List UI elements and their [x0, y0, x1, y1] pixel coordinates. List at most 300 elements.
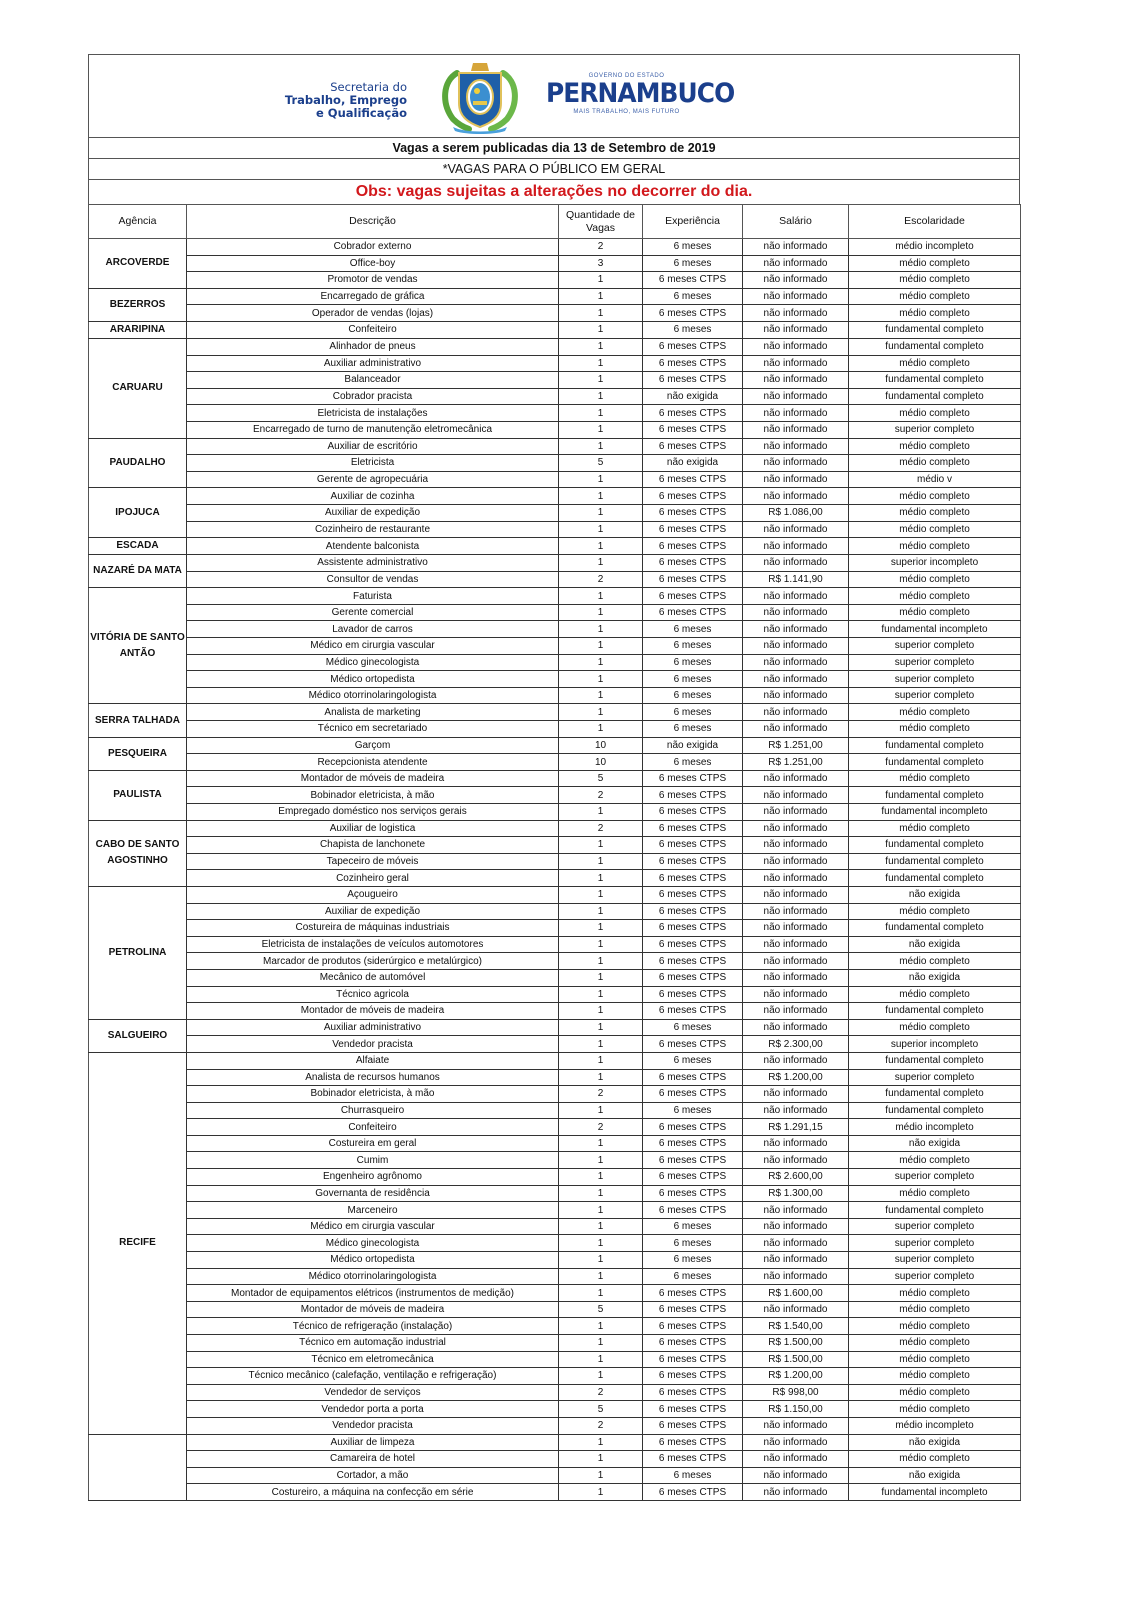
salary-cell: não informado [743, 687, 849, 704]
description-cell: Montador de móveis de madeira [187, 1301, 559, 1318]
education-cell: médio incompleto [849, 1417, 1021, 1434]
education-cell: médio v [849, 471, 1021, 488]
description-cell: Auxiliar administrativo [187, 1019, 559, 1036]
salary-cell: R$ 1.500,00 [743, 1351, 849, 1368]
jobs-table-body [89, 239, 1021, 1501]
salary-cell: R$ 1.291,15 [743, 1119, 849, 1136]
education-cell: não exigida [849, 886, 1021, 903]
education-cell: médio completo [849, 770, 1021, 787]
salary-cell: R$ 1.300,00 [743, 1185, 849, 1202]
education-cell: médio completo [849, 438, 1021, 455]
description-cell: Técnico mecânico (calefação, ventilação e refrigeração) [187, 1368, 559, 1385]
quantity-cell: 1 [559, 471, 643, 488]
experience-cell: 6 meses [643, 654, 743, 671]
quantity-cell: 1 [559, 920, 643, 937]
description-cell: Recepcionista atendente [187, 754, 559, 771]
secretaria-logo-text [285, 81, 407, 120]
table-row [89, 1052, 1021, 1069]
experience-cell: 6 meses CTPS [643, 953, 743, 970]
table-row [89, 239, 1021, 256]
education-cell: médio completo [849, 405, 1021, 422]
quantity-cell: 1 [559, 1484, 643, 1501]
experience-cell: 6 meses CTPS [643, 1351, 743, 1368]
column-header-escolaridade: Escolaridade [849, 205, 1021, 239]
description-cell: Empregado doméstico nos serviços gerais [187, 804, 559, 821]
experience-cell: 6 meses CTPS [643, 272, 743, 289]
salary-cell: não informado [743, 870, 849, 887]
agency-cell: ARCOVERDE [89, 239, 187, 289]
page-title: Vagas a serem publicadas dia 13 de Setembro de 2019 [88, 137, 1020, 158]
salary-cell: não informado [743, 1202, 849, 1219]
description-cell: Vendedor pracista [187, 1036, 559, 1053]
education-cell: médio completo [849, 538, 1021, 555]
education-cell: fundamental completo [849, 372, 1021, 389]
description-cell: Médico ginecologista [187, 654, 559, 671]
description-cell: Churrasqueiro [187, 1102, 559, 1119]
experience-cell: 6 meses CTPS [643, 787, 743, 804]
description-cell: Técnico agricola [187, 986, 559, 1003]
quantity-cell: 2 [559, 1119, 643, 1136]
table-row [89, 621, 1021, 638]
table-row [89, 770, 1021, 787]
description-cell: Técnico de refrigeração (instalação) [187, 1318, 559, 1335]
experience-cell: 6 meses [643, 255, 743, 272]
quantity-cell: 1 [559, 969, 643, 986]
education-cell: superior completo [849, 671, 1021, 688]
table-row [89, 421, 1021, 438]
quantity-cell: 1 [559, 687, 643, 704]
education-cell: médio completo [849, 903, 1021, 920]
education-cell: médio completo [849, 1301, 1021, 1318]
experience-cell: 6 meses CTPS [643, 355, 743, 372]
table-row [89, 721, 1021, 738]
salary-cell: R$ 1.086,00 [743, 504, 849, 521]
description-cell: Analista de marketing [187, 704, 559, 721]
quantity-cell: 1 [559, 1069, 643, 1086]
table-row [89, 1384, 1021, 1401]
experience-cell: não exigida [643, 455, 743, 472]
quantity-cell: 1 [559, 903, 643, 920]
table-row [89, 488, 1021, 505]
salary-cell: não informado [743, 953, 849, 970]
pernambuco-logo [539, 73, 735, 115]
salary-cell: não informado [743, 1003, 849, 1020]
education-cell: médio incompleto [849, 239, 1021, 256]
salary-cell: não informado [743, 671, 849, 688]
education-cell: médio completo [849, 1335, 1021, 1352]
education-cell: médio incompleto [849, 1119, 1021, 1136]
description-cell: Técnico em automação industrial [187, 1335, 559, 1352]
education-cell: médio completo [849, 272, 1021, 289]
quantity-cell: 1 [559, 1152, 643, 1169]
salary-cell: não informado [743, 704, 849, 721]
description-cell: Chapista de lanchonete [187, 837, 559, 854]
table-row [89, 820, 1021, 837]
education-cell: superior completo [849, 421, 1021, 438]
quantity-cell: 1 [559, 288, 643, 305]
agency-cell: SALGUEIRO [89, 1019, 187, 1052]
description-cell: Balanceador [187, 372, 559, 389]
table-row [89, 1335, 1021, 1352]
quantity-cell: 1 [559, 488, 643, 505]
header-banner [88, 54, 1020, 137]
table-row [89, 804, 1021, 821]
experience-cell: 6 meses [643, 1052, 743, 1069]
quantity-cell: 1 [559, 1268, 643, 1285]
gov-label: GOVERNO DO ESTADO [588, 73, 665, 79]
salary-cell: não informado [743, 1086, 849, 1103]
experience-cell: 6 meses [643, 621, 743, 638]
description-cell: Cozinheiro de restaurante [187, 521, 559, 538]
description-cell: Office-boy [187, 255, 559, 272]
experience-cell: 6 meses CTPS [643, 588, 743, 605]
salary-cell: R$ 1.141,90 [743, 571, 849, 588]
description-cell: Costureiro, a máquina na confecção em série [187, 1484, 559, 1501]
salary-cell: não informado [743, 621, 849, 638]
table-row [89, 986, 1021, 1003]
quantity-cell: 3 [559, 255, 643, 272]
education-cell: médio completo [849, 255, 1021, 272]
experience-cell: 6 meses CTPS [643, 438, 743, 455]
salary-cell: não informado [743, 1252, 849, 1269]
quantity-cell: 2 [559, 571, 643, 588]
education-cell: superior completo [849, 1252, 1021, 1269]
quantity-cell: 1 [559, 953, 643, 970]
salary-cell: não informado [743, 1467, 849, 1484]
description-cell: Lavador de carros [187, 621, 559, 638]
description-cell: Auxiliar de expedição [187, 903, 559, 920]
experience-cell: 6 meses CTPS [643, 405, 743, 422]
education-cell: médio completo [849, 1368, 1021, 1385]
agency-cell: RECIFE [89, 1052, 187, 1434]
education-cell: superior completo [849, 1218, 1021, 1235]
description-cell: Assistente administrativo [187, 555, 559, 572]
education-cell: fundamental completo [849, 853, 1021, 870]
experience-cell: 6 meses [643, 288, 743, 305]
education-cell: médio completo [849, 1401, 1021, 1418]
quantity-cell: 1 [559, 388, 643, 405]
table-row [89, 1401, 1021, 1418]
education-cell: médio completo [849, 721, 1021, 738]
coat-of-arms-icon [435, 59, 525, 135]
column-header-descricao: Descrição [187, 205, 559, 239]
salary-cell: não informado [743, 969, 849, 986]
experience-cell: 6 meses CTPS [643, 471, 743, 488]
education-cell: médio completo [849, 288, 1021, 305]
education-cell: médio completo [849, 986, 1021, 1003]
table-row [89, 1119, 1021, 1136]
experience-cell: não exigida [643, 388, 743, 405]
table-row [89, 787, 1021, 804]
education-cell: médio completo [849, 1019, 1021, 1036]
experience-cell: 6 meses [643, 671, 743, 688]
salary-cell: não informado [743, 920, 849, 937]
quantity-cell: 1 [559, 1019, 643, 1036]
salary-cell: não informado [743, 588, 849, 605]
quantity-cell: 2 [559, 1086, 643, 1103]
education-cell: fundamental completo [849, 1086, 1021, 1103]
secretaria-line-1: Secretaria do [330, 80, 407, 94]
quantity-cell: 1 [559, 1451, 643, 1468]
quantity-cell: 1 [559, 1351, 643, 1368]
alert-note: Obs: vagas sujeitas a alterações no decorrer do dia. [88, 179, 1020, 204]
table-row [89, 521, 1021, 538]
experience-cell: 6 meses CTPS [643, 1335, 743, 1352]
salary-cell: não informado [743, 1135, 849, 1152]
salary-cell: não informado [743, 770, 849, 787]
experience-cell: 6 meses CTPS [643, 571, 743, 588]
education-cell: médio completo [849, 953, 1021, 970]
education-cell: superior incompleto [849, 555, 1021, 572]
table-row [89, 1069, 1021, 1086]
table-row [89, 1235, 1021, 1252]
education-cell: não exigida [849, 1434, 1021, 1451]
quantity-cell: 1 [559, 405, 643, 422]
table-row [89, 555, 1021, 572]
salary-cell: não informado [743, 604, 849, 621]
table-row [89, 1252, 1021, 1269]
quantity-cell: 1 [559, 671, 643, 688]
description-cell: Eletricista de instalações de veículos automotores [187, 936, 559, 953]
description-cell: Médico ortopedista [187, 1252, 559, 1269]
education-cell: fundamental completo [849, 1052, 1021, 1069]
description-cell: Atendente balconista [187, 538, 559, 555]
quantity-cell: 1 [559, 1052, 643, 1069]
salary-cell: R$ 998,00 [743, 1384, 849, 1401]
education-cell: fundamental completo [849, 870, 1021, 887]
tagline: MAIS TRABALHO, MAIS FUTURO [573, 109, 680, 115]
education-cell: superior completo [849, 1268, 1021, 1285]
quantity-cell: 1 [559, 555, 643, 572]
quantity-cell: 1 [559, 1467, 643, 1484]
table-row [89, 321, 1021, 338]
quantity-cell: 1 [559, 721, 643, 738]
quantity-cell: 1 [559, 638, 643, 655]
description-cell: Confeiteiro [187, 321, 559, 338]
quantity-cell: 1 [559, 538, 643, 555]
salary-cell: não informado [743, 355, 849, 372]
salary-cell: não informado [743, 1417, 849, 1434]
salary-cell: não informado [743, 1218, 849, 1235]
table-row [89, 737, 1021, 754]
salary-cell: não informado [743, 305, 849, 322]
salary-cell: não informado [743, 853, 849, 870]
education-cell: médio completo [849, 571, 1021, 588]
experience-cell: 6 meses [643, 1252, 743, 1269]
salary-cell: não informado [743, 787, 849, 804]
education-cell: fundamental incompleto [849, 621, 1021, 638]
description-cell: Tapeceiro de móveis [187, 853, 559, 870]
salary-cell: não informado [743, 1152, 849, 1169]
education-cell: fundamental completo [849, 388, 1021, 405]
experience-cell: 6 meses CTPS [643, 604, 743, 621]
table-row [89, 471, 1021, 488]
agency-cell: ESCADA [89, 538, 187, 555]
salary-cell: não informado [743, 321, 849, 338]
description-cell: Cumim [187, 1152, 559, 1169]
experience-cell: 6 meses CTPS [643, 421, 743, 438]
quantity-cell: 1 [559, 936, 643, 953]
table-row [89, 455, 1021, 472]
table-row [89, 1318, 1021, 1335]
description-cell: Médico otorrinolaringologista [187, 1268, 559, 1285]
table-row [89, 1169, 1021, 1186]
quantity-cell: 1 [559, 1169, 643, 1186]
table-row [89, 272, 1021, 289]
experience-cell: 6 meses CTPS [643, 1086, 743, 1103]
agency-cell [89, 1434, 187, 1500]
description-cell: Montador de móveis de madeira [187, 770, 559, 787]
salary-cell: não informado [743, 820, 849, 837]
education-cell: fundamental completo [849, 1003, 1021, 1020]
experience-cell: 6 meses [643, 1218, 743, 1235]
experience-cell: 6 meses CTPS [643, 1451, 743, 1468]
description-cell: Camareira de hotel [187, 1451, 559, 1468]
quantity-cell: 1 [559, 1368, 643, 1385]
description-cell: Médico ortopedista [187, 671, 559, 688]
salary-cell: não informado [743, 886, 849, 903]
education-cell: não exigida [849, 936, 1021, 953]
education-cell: médio completo [849, 521, 1021, 538]
quantity-cell: 1 [559, 986, 643, 1003]
table-row [89, 1467, 1021, 1484]
experience-cell: 6 meses CTPS [643, 1434, 743, 1451]
salary-cell: não informado [743, 1052, 849, 1069]
experience-cell: 6 meses CTPS [643, 1036, 743, 1053]
table-row [89, 538, 1021, 555]
salary-cell: R$ 1.200,00 [743, 1069, 849, 1086]
experience-cell: 6 meses CTPS [643, 1484, 743, 1501]
education-cell: médio completo [849, 1384, 1021, 1401]
table-row [89, 654, 1021, 671]
salary-cell: não informado [743, 239, 849, 256]
quantity-cell: 1 [559, 355, 643, 372]
agency-cell: BEZERROS [89, 288, 187, 321]
education-cell: superior completo [849, 1069, 1021, 1086]
salary-cell: não informado [743, 1451, 849, 1468]
table-row [89, 969, 1021, 986]
description-cell: Encarregado de gráfica [187, 288, 559, 305]
table-row [89, 1484, 1021, 1501]
salary-cell: R$ 1.540,00 [743, 1318, 849, 1335]
description-cell: Vendedor porta a porta [187, 1401, 559, 1418]
description-cell: Cortador, a mão [187, 1467, 559, 1484]
table-row [89, 372, 1021, 389]
description-cell: Auxiliar de cozinha [187, 488, 559, 505]
education-cell: fundamental completo [849, 920, 1021, 937]
quantity-cell: 1 [559, 305, 643, 322]
description-cell: Cobrador externo [187, 239, 559, 256]
quantity-cell: 1 [559, 504, 643, 521]
education-cell: médio completo [849, 1185, 1021, 1202]
description-cell: Auxiliar de expedição [187, 504, 559, 521]
experience-cell: 6 meses CTPS [643, 305, 743, 322]
table-row [89, 1268, 1021, 1285]
salary-cell: não informado [743, 288, 849, 305]
education-cell: fundamental completo [849, 837, 1021, 854]
table-row [89, 1152, 1021, 1169]
salary-cell: R$ 2.300,00 [743, 1036, 849, 1053]
description-cell: Gerente comercial [187, 604, 559, 621]
salary-cell: não informado [743, 837, 849, 854]
experience-cell: 6 meses CTPS [643, 1368, 743, 1385]
description-cell: Médico em cirurgia vascular [187, 1218, 559, 1235]
education-cell: médio completo [849, 355, 1021, 372]
experience-cell: 6 meses [643, 754, 743, 771]
experience-cell: 6 meses CTPS [643, 936, 743, 953]
table-row [89, 687, 1021, 704]
table-row [89, 1003, 1021, 1020]
education-cell: fundamental completo [849, 787, 1021, 804]
experience-cell: 6 meses CTPS [643, 986, 743, 1003]
table-row [89, 1135, 1021, 1152]
table-row [89, 1351, 1021, 1368]
description-cell: Mecânico de automóvel [187, 969, 559, 986]
salary-cell: R$ 1.500,00 [743, 1335, 849, 1352]
description-cell: Promotor de vendas [187, 272, 559, 289]
agency-cell: PAUDALHO [89, 438, 187, 488]
quantity-cell: 1 [559, 588, 643, 605]
experience-cell: 6 meses [643, 1019, 743, 1036]
quantity-cell: 10 [559, 754, 643, 771]
agency-cell: PESQUEIRA [89, 737, 187, 770]
table-row [89, 953, 1021, 970]
quantity-cell: 1 [559, 1135, 643, 1152]
table-row [89, 704, 1021, 721]
experience-cell: 6 meses CTPS [643, 372, 743, 389]
description-cell: Cobrador pracista [187, 388, 559, 405]
description-cell: Analista de recursos humanos [187, 1069, 559, 1086]
salary-cell: não informado [743, 372, 849, 389]
description-cell: Marceneiro [187, 1202, 559, 1219]
quantity-cell: 1 [559, 1235, 643, 1252]
column-header-salario: Salário [743, 205, 849, 239]
salary-cell: não informado [743, 1301, 849, 1318]
experience-cell: 6 meses CTPS [643, 1384, 743, 1401]
salary-cell: R$ 1.251,00 [743, 754, 849, 771]
salary-cell: não informado [743, 721, 849, 738]
table-row [89, 1218, 1021, 1235]
education-cell: não exigida [849, 1467, 1021, 1484]
jobs-table [88, 204, 1021, 1501]
agency-cell: ARARIPINA [89, 321, 187, 338]
education-cell: não exigida [849, 969, 1021, 986]
education-cell: médio completo [849, 588, 1021, 605]
table-row [89, 1434, 1021, 1451]
education-cell: superior completo [849, 654, 1021, 671]
salary-cell: não informado [743, 1268, 849, 1285]
table-row [89, 504, 1021, 521]
experience-cell: 6 meses CTPS [643, 555, 743, 572]
state-name: PERNAMBUCO [546, 78, 735, 109]
quantity-cell: 1 [559, 804, 643, 821]
education-cell: médio completo [849, 1152, 1021, 1169]
table-row [89, 903, 1021, 920]
quantity-cell: 1 [559, 321, 643, 338]
table-row [89, 754, 1021, 771]
salary-cell: não informado [743, 538, 849, 555]
quantity-cell: 1 [559, 1434, 643, 1451]
experience-cell: 6 meses CTPS [643, 1185, 743, 1202]
salary-cell: não informado [743, 338, 849, 355]
description-cell: Consultor de vendas [187, 571, 559, 588]
quantity-cell: 1 [559, 1185, 643, 1202]
experience-cell: 6 meses [643, 321, 743, 338]
quantity-cell: 1 [559, 521, 643, 538]
experience-cell: 6 meses CTPS [643, 538, 743, 555]
column-header-quantidade: Quantidade de Vagas [559, 205, 643, 239]
quantity-cell: 1 [559, 837, 643, 854]
